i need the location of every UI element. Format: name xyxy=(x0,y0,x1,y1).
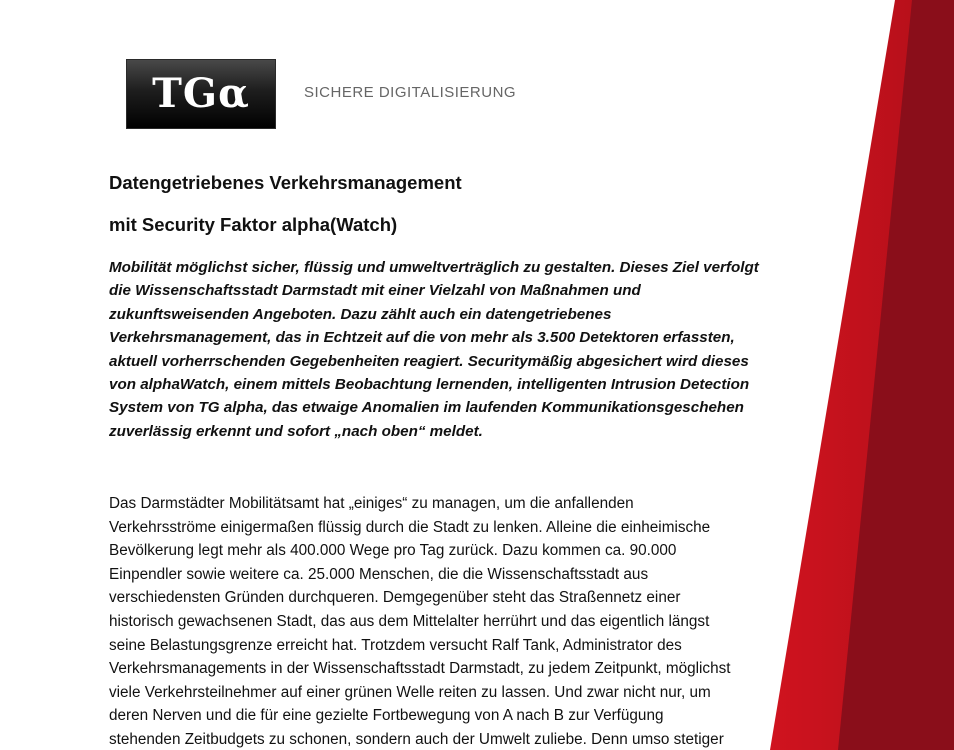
body-line: verschiedensten Gründen durchqueren. Demgegenüber steht das Straßennetz einer xyxy=(109,589,681,607)
header-tagline: SICHERE DIGITALISIERUNG xyxy=(304,84,517,101)
logo-text: TGα xyxy=(152,70,250,117)
lead-line: die Wissenschaftsstadt Darmstadt mit einer Vielzahl von Maßnahmen und xyxy=(109,282,641,300)
article-body-paragraph xyxy=(109,492,809,750)
lead-line: Mobilität möglichst sicher, flüssig und umweltverträglich zu gestalten. Dieses Ziel verfolgt xyxy=(109,259,759,276)
company-logo xyxy=(126,59,276,129)
body-line: seine Belastungsgrenze erreicht hat. Trotzdem versucht Ralf Tank, Administrator des xyxy=(109,636,682,654)
article-title-line-1: Datengetriebenes Verkehrsmanagement xyxy=(109,172,462,193)
lead-line: zuverlässig erkennt und sofort „nach oben“ meldet. xyxy=(109,422,483,440)
body-line: Bevölkerung legt mehr als 400.000 Wege pro Tag zurück. Dazu kommen ca. 90.000 xyxy=(109,542,677,560)
body-line: viele Verkehrsteilnehmer auf einer grünen Welle reiten zu lassen. Und zwar nicht nur, um xyxy=(109,683,711,701)
body-line: historisch gewachsenen Stadt, das aus dem Mittelalter herrührt und das eigentlich längst xyxy=(109,612,710,630)
body-line: Das Darmstädter Mobilitätsamt hat „einiges“ zu managen, um die anfallenden xyxy=(109,495,634,512)
lead-line: aktuell vorherrschenden Gegebenheiten reagiert. Securitymäßig abgesichert wird dieses xyxy=(109,352,749,370)
lead-line: Verkehrsmanagement, das in Echtzeit auf die von mehr als 3.500 Detektoren erfassten, xyxy=(109,329,735,347)
lead-line: von alphaWatch, einem mittels Beobachtung lernenden, intelligenten Intrusion Detection xyxy=(109,376,750,394)
body-line: stehenden Zeitbudgets zu schonen, sondern auch der Umwelt zuliebe. Denn umso stetiger xyxy=(109,730,724,748)
article-title-line-2: mit Security Faktor alpha(Watch) xyxy=(109,214,398,235)
body-line: Einpendler sowie weitere ca. 25.000 Menschen, die die Wissenschaftsstadt aus xyxy=(109,565,649,583)
lead-line: System von TG alpha, das etwaige Anomalien im laufenden Kommunikationsgeschehen xyxy=(109,399,744,417)
body-line: Verkehrsmanagements in der Wissenschaftsstadt Darmstadt, zu jedem Zeitpunkt, möglichst xyxy=(109,660,731,678)
body-line: deren Nerven und die für eine gezielte Fortbewegung von A nach B zur Verfügung xyxy=(109,707,664,725)
article-lead-paragraph xyxy=(109,256,799,443)
body-line: Verkehrsströme einigermaßen flüssig durch die Stadt zu lenken. Alleine die einheimische xyxy=(109,518,711,536)
lead-line: zukunftsweisenden Angeboten. Dazu zählt auch ein datengetriebenes xyxy=(109,305,612,323)
